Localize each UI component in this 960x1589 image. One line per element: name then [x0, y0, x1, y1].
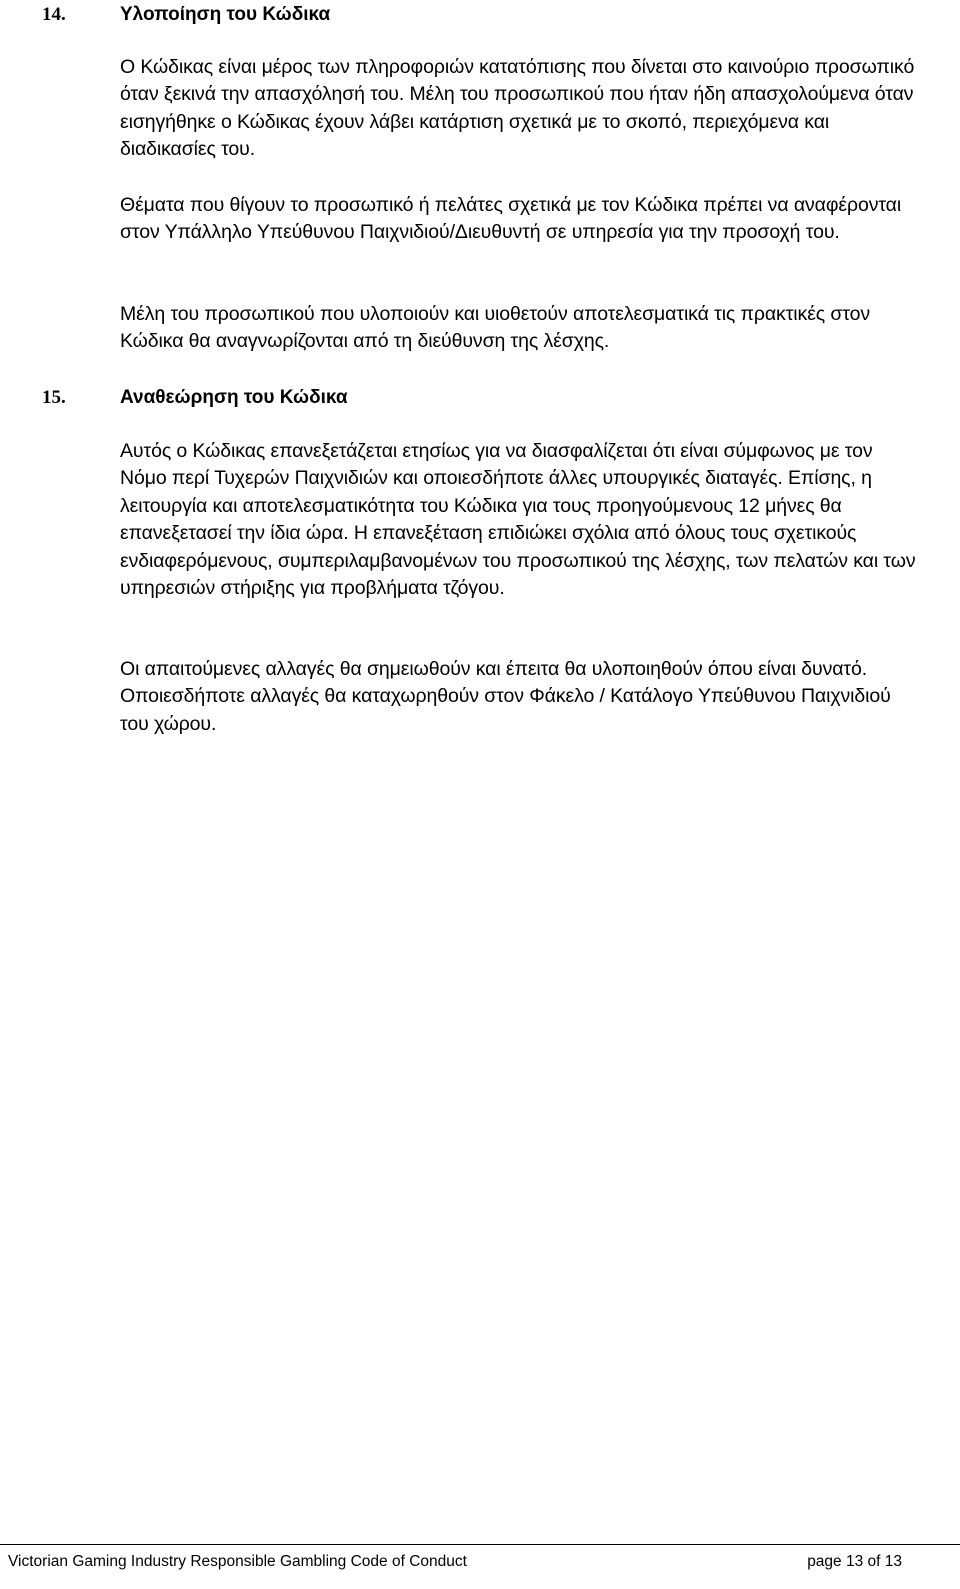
- section-paragraph: Αυτός ο Κώδικας επανεξετάζεται ετησίως για να διασφαλίζεται ότι είναι σύμφωνος με τον Νόμο περί Τυχερών Παιχνιδιών και οποιεσδήποτε άλλες υπουργικές διαταγές. Επίσης, η λειτουργία και αποτελεσματικότητα του Κώδικα για τους προηγούμενους 12 μήνες θα επανεξετασεί την ίδια ώρα. Η επανεξέταση επιδιώκει σχόλια από όλους τους σχετικούς ενδιαφερόμενους, συμπεριλαμβανομένων του προσωπικού της λέσχης, των πελατών και των υπηρεσιών στήριξης για προβλήματα τζόγου.: [120, 440, 916, 600]
- section-paragraph: Μέλη του προσωπικού που υλοποιούν και υιοθετούν αποτελεσματικά τις πρακτικές στον Κώδικα θα αναγνωρίζονται από τη διεύθυνση της λέσχης.: [120, 303, 871, 353]
- section-paragraph: Θέματα που θίγουν το προσωπικό ή πελάτες σχετικά με τον Κώδικα πρέπει να αναφέρονται στον Υπάλληλο Υπεύθυνου Παιχνιδιού/Διευθυντή σε υπηρεσία για την προσοχή του.: [120, 194, 902, 244]
- section-title: Υλοποίηση του Κώδικα: [120, 4, 331, 25]
- section-paragraph: Οι απαιτούμενες αλλαγές θα σημειωθούν και έπειτα θα υλοποιηθούν όπου είναι δυνατό. Οποιεσδήποτε αλλαγές θα καταχωρηθούν στον Φάκελο / Κατάλογο Υπεύθυνου Παιχνιδιού του χώρου.: [120, 658, 891, 735]
- footer-document-title: Victorian Gaming Industry Responsible Gambling Code of Conduct: [8, 1553, 467, 1570]
- section-title: Αναθεώρηση του Κώδικα: [120, 387, 348, 408]
- section-paragraph: Ο Κώδικας είναι μέρος των πληροφοριών κατατόπισης που δίνεται στο καινούριο προσωπικό όταν ξεκινά την απασχόλησή του. Μέλη του προσωπικού που ήταν ήδη απασχολούμενα όταν εισηγήθηκε ο Κώδικας έχουν λάβει κατάρτιση σχετικά με το σκοπό, περιεχόμενα και διαδικασίες του.: [120, 56, 915, 161]
- footer-page-number: page 13 of 13: [807, 1553, 902, 1570]
- section-number: 14.: [42, 4, 66, 25]
- section-number: 15.: [42, 387, 66, 408]
- footer-divider: [0, 1544, 960, 1545]
